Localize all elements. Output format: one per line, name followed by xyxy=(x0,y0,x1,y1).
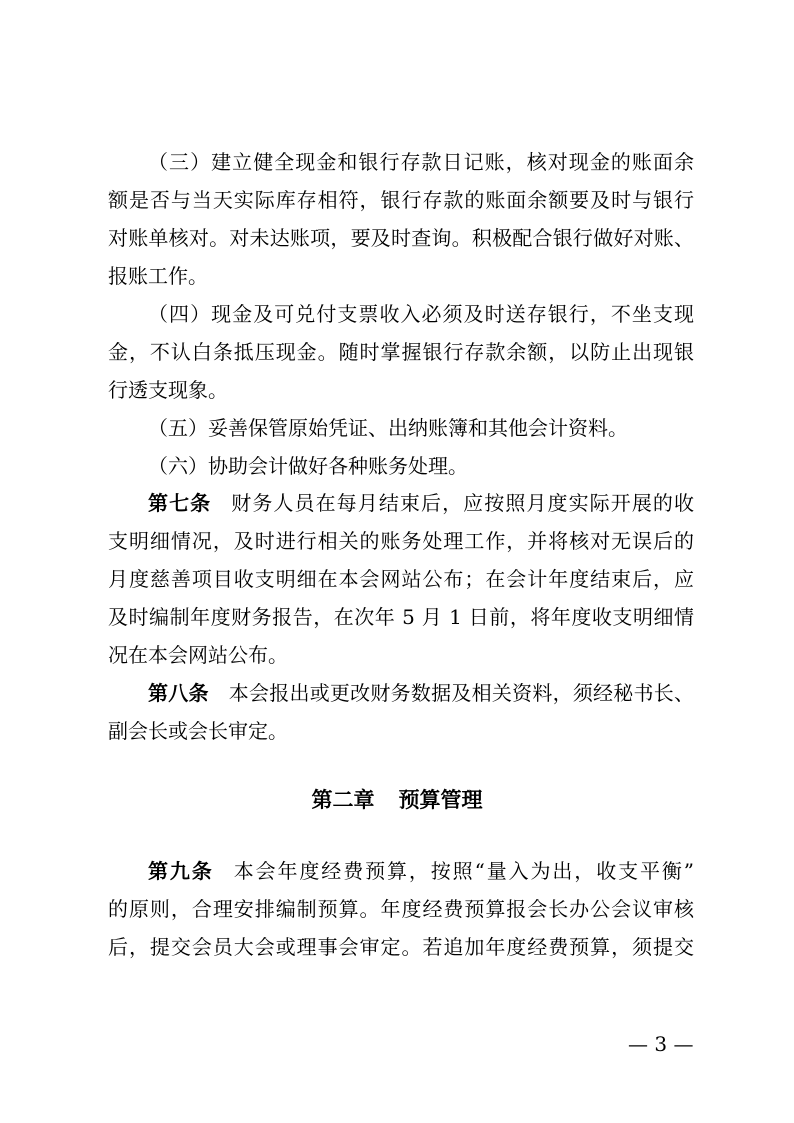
article-8-line-1 xyxy=(148,674,694,712)
paragraph-3-line-1: （三）建立健全现金和银行存款日记账，核对现金的账面余 xyxy=(148,150,694,174)
chapter-title: 预算管理 xyxy=(398,788,483,812)
paragraph-4-line-1: （四）现金及可兑付支票收入必须及时送存银行，不坐支现 xyxy=(148,302,694,326)
article-8-label: 第八条 xyxy=(148,681,209,705)
paragraph-4-line-3: 行透支现象。 xyxy=(108,378,228,402)
paragraph-5-line-1: （五）妥善保管原始凭证、出纳账簿和其他会计资料。 xyxy=(148,416,628,440)
article-9-line-2: 的原则，合理安排编制预算。年度经费预算报会长办公会议审核 xyxy=(108,897,694,921)
page-number: — 3 — xyxy=(628,1032,694,1056)
article-8-text: 本会报出或更改财务数据及相关资料，须经秘书长、 xyxy=(228,681,695,705)
article-7-label: 第七条 xyxy=(148,491,212,515)
article-7-line-1 xyxy=(148,484,694,522)
paragraph-3-line-4: 报账工作。 xyxy=(108,264,208,288)
paragraph-3-line-3: 对账单核对。对未达账项，要及时查询。积极配合银行做好对账、 xyxy=(108,226,694,250)
chapter-heading xyxy=(0,781,794,819)
article-9-line-3: 后，提交会员大会或理事会审定。若追加年度经费预算，须提交 xyxy=(108,935,694,959)
article-7-line-3: 月度慈善项目收支明细在本会网站公布；在会计年度结束后，应 xyxy=(108,567,694,591)
article-8-line-2: 副会长或会长审定。 xyxy=(108,719,288,743)
article-7-line-4: 及时编制年度财务报告，在次年 5 月 1 日前，将年度收支明细情 xyxy=(108,605,694,629)
article-9-line-1 xyxy=(148,852,694,890)
article-7-line-2: 支明细情况，及时进行相关的账务处理工作，并将核对无误后的 xyxy=(108,529,694,553)
article-7-text: 财务人员在每月结束后，应按照月度实际开展的收 xyxy=(231,491,694,515)
paragraph-3-line-2: 额是否与当天实际库存相符，银行存款的账面余额要及时与银行 xyxy=(108,188,694,212)
article-9-text: 本会年度经费预算，按照“量入为出，收支平衡” xyxy=(233,859,695,883)
chapter-number: 第二章 xyxy=(311,788,375,812)
article-9-label: 第九条 xyxy=(148,859,214,883)
paragraph-6-line-1: （六）协助会计做好各种账务处理。 xyxy=(148,454,468,478)
paragraph-4-line-2: 金，不认白条抵压现金。随时掌握银行存款余额，以防止出现银 xyxy=(108,340,694,364)
article-7-line-5: 况在本会网站公布。 xyxy=(108,643,288,667)
